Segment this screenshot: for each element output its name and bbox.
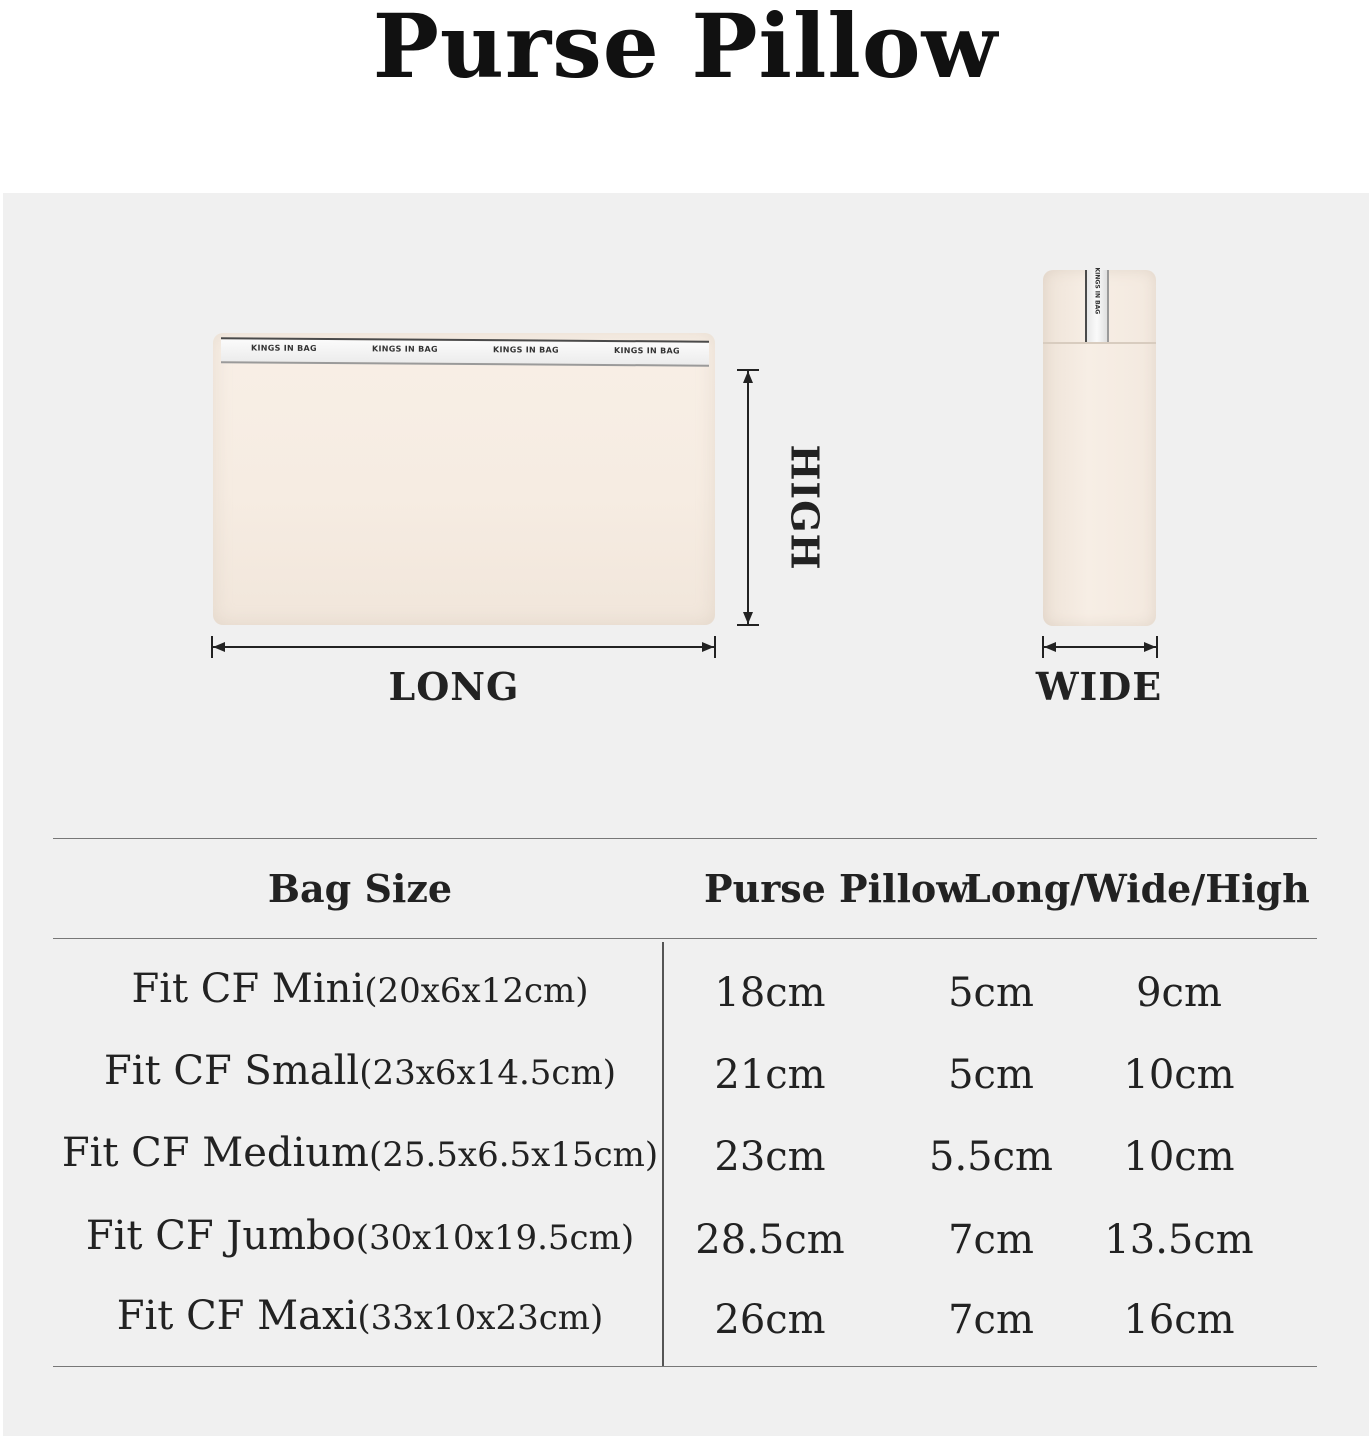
bag-dimensions: (30x10x19.5cm) — [355, 1218, 635, 1258]
brand-strip-text: KINGS IN BAG — [251, 343, 317, 353]
wide-label: WIDE — [1035, 664, 1163, 709]
brand-strip — [221, 337, 709, 366]
pillow-wide: 5cm — [948, 1052, 1034, 1098]
pillow-long: 21cm — [714, 1052, 826, 1098]
pillow-wide: 7cm — [948, 1217, 1034, 1263]
brand-strip-text: KINGS IN BAG — [372, 344, 438, 354]
page-title: Purse Pillow — [372, 0, 999, 98]
pillow-long: 18cm — [714, 970, 826, 1016]
pillow-high: 10cm — [1123, 1134, 1235, 1180]
brand-strip-text: KINGS IN BAG — [614, 346, 680, 356]
pillow-high: 13.5cm — [1104, 1217, 1254, 1263]
bag-dimensions: (23x6x14.5cm) — [359, 1053, 616, 1093]
bag-name: Fit CF Medium — [61, 1130, 369, 1176]
pillow-wide: 7cm — [948, 1297, 1034, 1343]
pillow-high: 16cm — [1123, 1297, 1235, 1343]
bag-dimensions: (25.5x6.5x15cm) — [368, 1135, 659, 1175]
bag-name: Fit CF Mini — [131, 966, 365, 1012]
pillow-side-view — [1043, 267, 1156, 626]
side-face — [1043, 342, 1156, 628]
pillow-long: 28.5cm — [695, 1217, 845, 1263]
pillow-high: 10cm — [1123, 1052, 1235, 1098]
table-bottom-rule — [53, 1366, 1317, 1367]
bag-dimensions: (20x6x12cm) — [364, 971, 589, 1011]
pillow-front-view — [213, 333, 715, 625]
purse-pillow-header: Purse Pillow — [704, 866, 969, 911]
bag-name: Fit CF Maxi — [116, 1293, 358, 1339]
bag-name: Fit CF Jumbo — [85, 1213, 356, 1259]
header-rule — [53, 938, 1317, 939]
pillow-wide: 5cm — [948, 970, 1034, 1016]
brand-strip-text: KINGS IN BAG — [493, 345, 559, 355]
dimensions-header: Long/Wide/High — [964, 866, 1310, 911]
bag-name: Fit CF Small — [104, 1048, 360, 1094]
pillow-high: 9cm — [1136, 970, 1222, 1016]
pillow-wide: 5.5cm — [929, 1134, 1053, 1180]
bag-dimensions: (33x10x23cm) — [357, 1298, 604, 1338]
pillow-long: 23cm — [714, 1134, 826, 1180]
pillow-long: 26cm — [714, 1297, 826, 1343]
side-strip-text: KINGS IN BAG — [1093, 267, 1101, 315]
bag-size-header: Bag Size — [267, 866, 453, 911]
long-label: LONG — [388, 664, 520, 709]
high-label: HIGH — [782, 444, 828, 571]
table-top-rule — [53, 838, 1317, 839]
side-brand-strip — [1085, 267, 1109, 342]
column-separator — [662, 942, 664, 1366]
